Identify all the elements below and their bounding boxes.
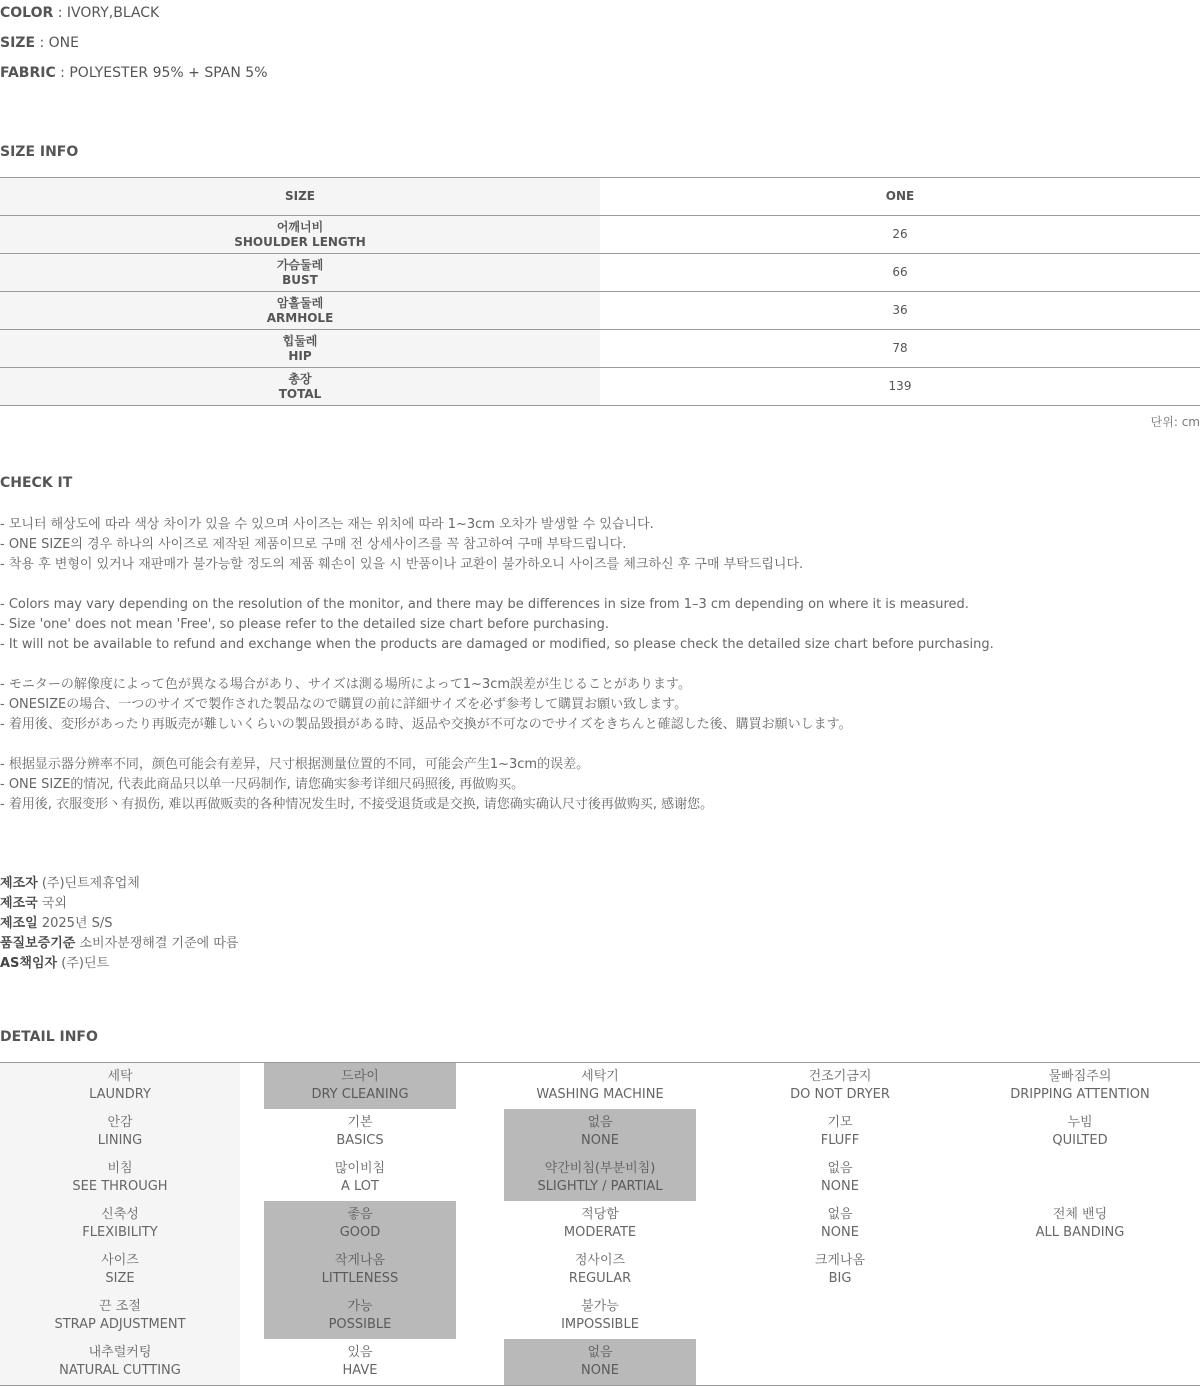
product-info-item <box>0 914 238 934</box>
notice-line: - Size 'one' does not mean 'Free', so please refer to the detailed size chart before purchasing. <box>0 617 610 632</box>
product-info-item <box>0 934 238 954</box>
spec-label: SIZE <box>0 35 36 51</box>
detail-option-en: DRY CLEANING <box>311 1087 409 1102</box>
detail-option <box>744 1109 936 1155</box>
detail-option-ko: 크게나옴 <box>814 1253 866 1268</box>
product-info-item <box>0 874 238 894</box>
detail-info-table <box>0 1062 1200 1386</box>
measure-ko: 힙둘레 <box>282 333 318 348</box>
table-row <box>0 368 1200 406</box>
detail-option-en: IMPOSSIBLE <box>561 1317 639 1332</box>
detail-option-en: NONE <box>821 1225 859 1240</box>
detail-row-label <box>0 1247 240 1293</box>
detail-option-en: SLIGHTLY / PARTIAL <box>537 1179 663 1194</box>
detail-label-en: SIZE <box>105 1271 135 1286</box>
spec-color <box>0 5 159 21</box>
detail-row-label <box>0 1063 240 1109</box>
info-label: 제조일 <box>0 916 38 931</box>
detail-label-ko: 내추럴커팅 <box>88 1345 152 1360</box>
detail-option <box>504 1201 696 1247</box>
detail-option-ko: 전체 밴딩 <box>1052 1207 1108 1222</box>
detail-option-ko: 물빠짐주의 <box>1048 1069 1112 1084</box>
detail-option-en: BASICS <box>336 1133 384 1148</box>
notice-line: - It will not be available to refund and exchange when the products are damaged or modified, so please check the detailed size chart before purchasing. <box>0 637 994 652</box>
detail-option-selected <box>264 1293 456 1339</box>
detail-option <box>264 1109 456 1155</box>
detail-option-selected <box>504 1339 696 1385</box>
measure-label <box>0 368 600 405</box>
measure-value: 78 <box>892 341 908 355</box>
product-info <box>0 874 238 974</box>
detail-label-en: LINING <box>97 1133 143 1148</box>
measure-label <box>0 254 600 291</box>
measure-en: SHOULDER LENGTH <box>234 234 366 249</box>
measure-en: BUST <box>282 272 318 287</box>
spec-size <box>0 35 79 51</box>
detail-label-ko: 비침 <box>107 1161 133 1176</box>
measure-ko: 가슴둘레 <box>276 257 324 272</box>
size-info-title: SIZE INFO <box>0 144 79 160</box>
measure-en: TOTAL <box>278 386 322 401</box>
detail-label-ko: 끈 조절 <box>99 1299 141 1314</box>
detail-option <box>744 1247 936 1293</box>
detail-label-en: STRAP ADJUSTMENT <box>54 1317 186 1332</box>
info-value: 국외 <box>37 896 67 911</box>
size-header-value: ONE <box>885 189 915 203</box>
detail-option-ko: 불가능 <box>581 1299 619 1314</box>
detail-option-en: FLUFF <box>820 1133 860 1148</box>
spec-value: : POLYESTER 95% + SPAN 5% <box>55 65 268 81</box>
detail-option-ko: 있음 <box>347 1345 373 1360</box>
spec-fabric <box>0 65 268 81</box>
detail-option-en: DO NOT DRYER <box>790 1087 890 1102</box>
measure-ko: 암홀둘레 <box>276 295 324 310</box>
spec-label: COLOR <box>0 5 54 21</box>
detail-option-en: POSSIBLE <box>328 1317 392 1332</box>
detail-option-en: BIG <box>828 1271 852 1286</box>
detail-option-ko: 없음 <box>587 1115 613 1130</box>
notice-line: - 着用後, 衣服变形丶有损伤, 难以再做贩卖的各种情况发生时, 不接受退货或是交换, 请您确实确认尺寸後再做购买, 感谢您。 <box>0 797 714 812</box>
detail-option-en: GOOD <box>339 1225 381 1240</box>
info-value: 소비자분쟁해결 기준에 따름 <box>75 936 239 951</box>
size-table <box>0 177 1200 406</box>
info-value: 2025년 S/S <box>37 916 113 931</box>
detail-option-en: REGULAR <box>568 1271 632 1286</box>
unit-note: 단위: cm <box>1150 415 1200 429</box>
detail-option-ko: 약간비침(부분비침) <box>544 1161 656 1176</box>
notice-line: - 착용 후 변형이 있거나 재판매가 불가능할 정도의 제품 훼손이 있을 시 반품이나 교환이 불가하오니 사이즈를 체크하신 후 구매 부탁드립니다. <box>0 557 804 572</box>
detail-option-ko: 없음 <box>587 1345 613 1360</box>
detail-option-selected <box>504 1155 696 1201</box>
detail-label-en: SEE THROUGH <box>72 1179 168 1194</box>
detail-option <box>984 1063 1176 1109</box>
info-label: AS책임자 <box>0 956 58 971</box>
detail-option-en: LITTLENESS <box>321 1271 399 1286</box>
detail-option-en: ALL BANDING <box>1035 1225 1125 1240</box>
detail-option-en: NONE <box>821 1179 859 1194</box>
product-info-item <box>0 894 238 914</box>
detail-option-en: A LOT <box>341 1179 379 1194</box>
table-row <box>0 254 1200 292</box>
detail-label-ko: 세탁 <box>107 1069 133 1084</box>
info-label: 제조자 <box>0 876 38 891</box>
detail-option <box>744 1155 936 1201</box>
check-it-title: CHECK IT <box>0 475 73 491</box>
detail-option-ko: 좋음 <box>347 1207 373 1222</box>
detail-label-ko: 신축성 <box>101 1207 139 1222</box>
detail-option-ko: 드라이 <box>341 1069 379 1084</box>
detail-option-ko: 건조기금지 <box>808 1069 872 1084</box>
detail-row-label <box>0 1155 240 1201</box>
notice-line: - モニターの解像度によって色が異なる場合があり、サイズは測る場所によって1~3cm誤差が生じることがあります。 <box>0 677 691 692</box>
detail-label-ko: 안감 <box>107 1115 133 1130</box>
table-row <box>0 292 1200 330</box>
detail-option <box>984 1109 1176 1155</box>
measure-value: 66 <box>892 265 908 279</box>
detail-option <box>744 1063 936 1109</box>
info-label: 제조국 <box>0 896 38 911</box>
detail-option-ko: 없음 <box>827 1207 853 1222</box>
detail-option-ko: 가능 <box>347 1299 373 1314</box>
detail-option <box>264 1339 456 1385</box>
detail-option <box>504 1247 696 1293</box>
info-label: 품질보증기준 <box>0 936 76 951</box>
measure-ko: 총장 <box>288 371 312 386</box>
measure-label <box>0 292 600 329</box>
detail-option-selected <box>504 1109 696 1155</box>
notice-line: - 着用後、変形があったり再販売が難しいくらいの製品毀損がある時、返品や交換が不可なのでサイズをきちんと確認した後、購買お願いします。 <box>0 717 852 732</box>
detail-row-label <box>0 1339 240 1385</box>
detail-option-en: WASHING MACHINE <box>536 1087 664 1102</box>
detail-option-ko: 정사이즈 <box>574 1253 626 1268</box>
size-header-label: SIZE <box>0 178 600 215</box>
detail-option-ko: 기본 <box>347 1115 373 1130</box>
detail-option-ko: 세탁기 <box>581 1069 619 1084</box>
detail-option <box>264 1155 456 1201</box>
info-value: (주)딘트제휴업체 <box>37 876 140 891</box>
detail-option-selected <box>264 1247 456 1293</box>
measure-ko: 어깨너비 <box>276 219 324 234</box>
spec-label: FABRIC <box>0 65 56 81</box>
detail-row-label <box>0 1293 240 1339</box>
detail-label-en: LAUNDRY <box>89 1087 151 1102</box>
notice-line: - ONE SIZE的情况, 代表此商品只以单一尺码制作, 请您确实参考详细尺码照後, 再做购买。 <box>0 777 525 792</box>
detail-option <box>504 1293 696 1339</box>
detail-option-selected <box>264 1063 456 1109</box>
detail-option-en: NONE <box>581 1133 619 1148</box>
detail-option-ko: 적당함 <box>581 1207 619 1222</box>
product-info-item <box>0 954 238 974</box>
detail-info-title: DETAIL INFO <box>0 1029 98 1045</box>
measure-en: HIP <box>288 348 312 363</box>
notice-line: - ONESIZEの場合、一つのサイズで製作された製品なので購買の前に詳細サイズを必ず参考して購買お願い致します。 <box>0 697 688 712</box>
detail-option-en: MODERATE <box>563 1225 637 1240</box>
detail-option <box>984 1201 1176 1247</box>
detail-option-ko: 없음 <box>827 1161 853 1176</box>
detail-label-ko: 사이즈 <box>101 1253 139 1268</box>
detail-option-ko: 누빔 <box>1067 1115 1093 1130</box>
detail-option-ko: 작게나옴 <box>334 1253 386 1268</box>
detail-option-ko: 많이비침 <box>334 1161 386 1176</box>
notice-line: - Colors may vary depending on the resolution of the monitor, and there may be differences in size from 1–3 cm depending on where it is measured. <box>0 597 969 612</box>
check-it-notes <box>0 515 1200 815</box>
measure-value: 36 <box>892 303 908 317</box>
detail-option-en: HAVE <box>342 1363 378 1378</box>
detail-option <box>744 1201 936 1247</box>
measure-label <box>0 330 600 367</box>
spec-value: : IVORY,BLACK <box>53 5 160 21</box>
detail-label-en: NATURAL CUTTING <box>59 1363 181 1378</box>
detail-row-label <box>0 1109 240 1155</box>
detail-option-en: DRIPPING ATTENTION <box>1010 1087 1150 1102</box>
measure-value: 26 <box>892 227 908 241</box>
measure-label <box>0 216 600 253</box>
detail-row-label <box>0 1201 240 1247</box>
detail-option <box>504 1063 696 1109</box>
table-row <box>0 216 1200 254</box>
notice-line: - 모니터 해상도에 따라 색상 차이가 있을 수 있으며 사이즈는 재는 위치에 따라 1~3cm 오차가 발생할 수 있습니다. <box>0 517 654 532</box>
size-table-header <box>0 178 1200 216</box>
detail-option-selected <box>264 1201 456 1247</box>
detail-option-ko: 기모 <box>827 1115 853 1130</box>
notice-line: - 根据显示器分辨率不同，颜色可能会有差异，尺寸根据测量位置的不同，可能会产生1~3cm的误差。 <box>0 757 590 772</box>
table-row <box>0 330 1200 368</box>
detail-label-en: FLEXIBILITY <box>82 1225 158 1240</box>
detail-option-en: NONE <box>581 1363 619 1378</box>
notice-line: - ONE SIZE의 경우 하나의 사이즈로 제작된 제품이므로 구매 전 상세사이즈를 꼭 참고하여 구매 부탁드립니다. <box>0 537 627 552</box>
measure-value: 139 <box>888 379 912 393</box>
spec-value: : ONE <box>35 35 79 51</box>
detail-option-en: QUILTED <box>1052 1133 1108 1148</box>
info-value: (주)딘트 <box>57 956 110 971</box>
measure-en: ARMHOLE <box>266 310 334 325</box>
